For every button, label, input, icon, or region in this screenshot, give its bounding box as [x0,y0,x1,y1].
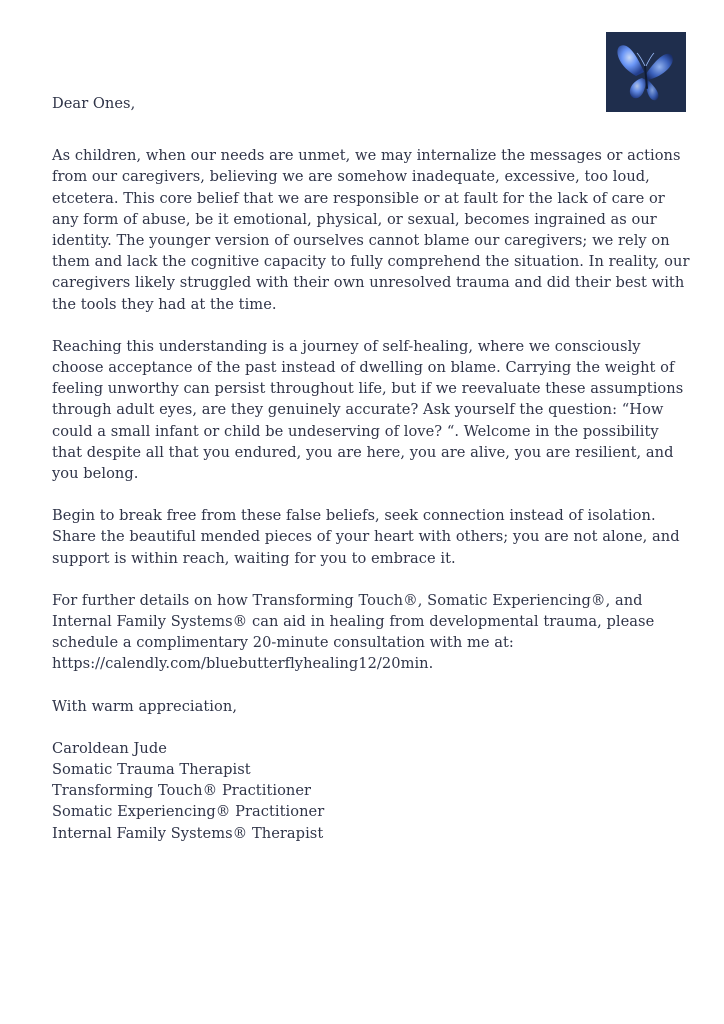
letter-greeting: Dear Ones, [52,95,136,112]
letter-closing: With warm appreciation, [52,697,238,715]
letter-paragraph-1: As children, when our needs are unmet, we may internalize the messages or actions from our caregivers, believing we are somehow inadequate, excessive, too loud, etcetera. This core belief that we are responsible or at fault for the lack of care or any form of abuse, be it emotional, physical, or sexual, becomes ingrained as our identity. The younger version of ourselves cannot blame our caregivers; we rely on them and lack the cognitive capacity to fully comprehend the situation. In reality, our caregivers likely struggled with their own unresolved trauma and did their best with the tools they had at the time. [52,147,690,313]
letter-paragraph-2: Reaching this understanding is a journey of self-healing, where we consciously choose acceptance of the past instead of dwelling on blame. Carrying the weight of feeling unworthy can persist throughout life, but if we reevaluate these assumptions through adult eyes, are they genuinely accurate? Ask yourself the question: “How could a small infant or child be undeserving of love? “. Welcome in the possibility that despite all that you endured, you are here, you are alive, you are resilient, and you belong. [52,337,684,483]
letter-paragraph-3: Begin to break free from these false beliefs, seek connection instead of isolation. Share the beautiful mended pieces of your heart with others; you are not alone, and support is within reach, waiting for you to embrace it. [52,507,680,567]
letter-body [52,93,692,844]
letter-paragraph-4: For further details on how Transforming Touch®, Somatic Experiencing®, and Internal Family Systems® can aid in healing from developmental trauma, please schedule a complimentary 20-minute consultation with me at: https://calendly.com/bluebutterflyhealing12/20min. [52,591,655,673]
signature-title-3: Somatic Experiencing® Practitioner [52,803,325,821]
signature-title-2: Transforming Touch® Practitioner [52,782,312,800]
signature-title-4: Internal Family Systems® Therapist [52,824,324,842]
signature-title-1: Somatic Trauma Therapist [52,761,251,779]
signature-name: Caroldean Jude [52,739,167,757]
signature-block [52,738,692,844]
